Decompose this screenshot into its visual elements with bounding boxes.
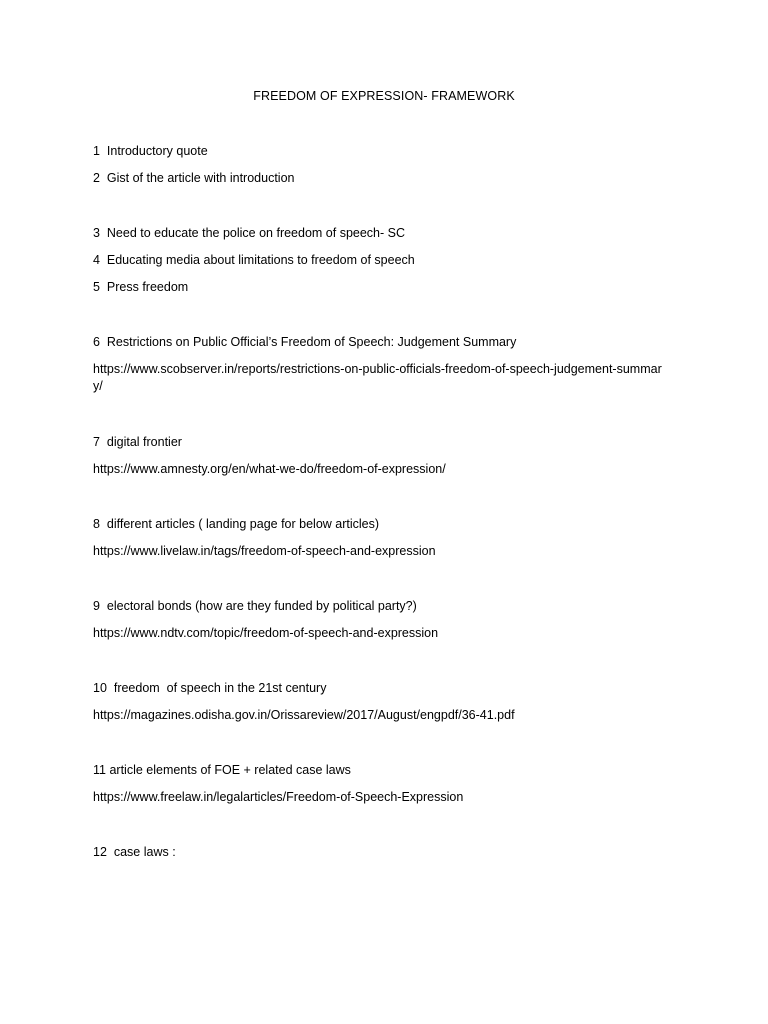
list-item-4: 4 Educating media about limitations to freedom of speech bbox=[93, 253, 415, 267]
list-item-6: 6 Restrictions on Public Official’s Freedom of Speech: Judgement Summary bbox=[93, 335, 517, 349]
list-item-7: 7 digital frontier bbox=[93, 435, 182, 449]
list-item-8: 8 different articles ( landing page for below articles) bbox=[93, 517, 380, 531]
list-item-10: 10 freedom of speech in the 21st century bbox=[93, 681, 327, 695]
link-livelaw[interactable]: https://www.livelaw.in/tags/freedom-of-speech-and-expression bbox=[93, 544, 436, 558]
list-item-9: 9 electoral bonds (how are they funded by political party?) bbox=[93, 599, 417, 613]
list-item-5: 5 Press freedom bbox=[93, 280, 189, 294]
link-scobserver[interactable]: https://www.scobserver.in/reports/restrictions-on-public-officials-freedom-of-speech-judgement-summary/ bbox=[93, 362, 662, 393]
document-title: FREEDOM OF EXPRESSION- FRAMEWORK bbox=[253, 89, 515, 103]
link-amnesty[interactable]: https://www.amnesty.org/en/what-we-do/freedom-of-expression/ bbox=[93, 462, 446, 476]
list-item-3: 3 Need to educate the police on freedom of speech- SC bbox=[93, 226, 405, 240]
list-item-11: 11 article elements of FOE + related case laws bbox=[93, 763, 351, 777]
link-ndtv[interactable]: https://www.ndtv.com/topic/freedom-of-speech-and-expression bbox=[93, 626, 439, 640]
list-item-12: 12 case laws : bbox=[93, 845, 176, 859]
list-item-2: 2 Gist of the article with introduction bbox=[93, 171, 295, 185]
link-freelaw[interactable]: https://www.freelaw.in/legalarticles/Freedom-of-Speech-Expression bbox=[93, 790, 464, 804]
link-odisha-review[interactable]: https://magazines.odisha.gov.in/Orissareview/2017/August/engpdf/36-41.pdf bbox=[93, 708, 515, 722]
list-item-1: 1 Introductory quote bbox=[93, 144, 208, 158]
